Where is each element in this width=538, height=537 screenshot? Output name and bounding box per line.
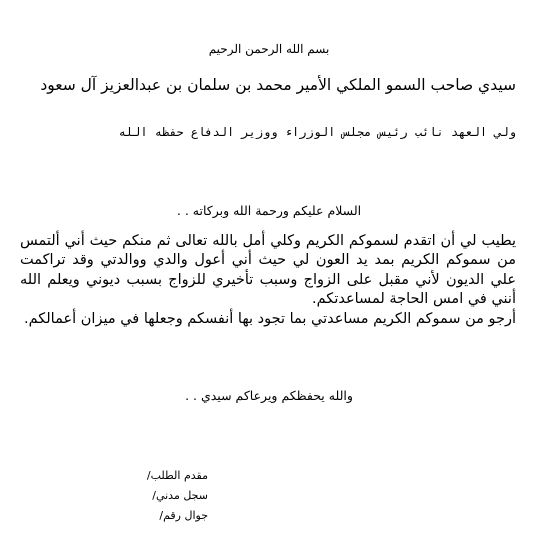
body-paragraph-request: يطيب لي أن اتقدم لسموكم الكريم وكلي أمل بالله تعالى ثم منكم حيث أني ألتمس من سموكم الكريم بمد يد العون لي حيث أني أعول والدي ووالدتي وقد تراكمت علي الديون لأني مقبل على الزواج وسبب تأخيري للزواج بسبب ديوني ويعلم الله أنني في امس الحاجة لمساعدتكم. — [20, 233, 516, 308]
applicant-label: مقدم الطلب/ — [146, 469, 208, 482]
closing-line: والله يحفظكم ويرعاكم سيدي . . — [185, 388, 353, 403]
addressee-line: سيدي صاحب السمو الملكي الأمير محمد بن سلمان بن عبدالعزيز آل سعود — [40, 76, 516, 94]
signature-block — [88, 466, 208, 526]
letter-body — [20, 232, 516, 329]
greeting: السلام عليكم ورحمة الله وبركاته . . — [176, 203, 362, 218]
mobile-label: جوال رقم/ — [159, 509, 208, 522]
basmala: بسم الله الرحمن الرحيم — [208, 42, 330, 56]
civil-record-label: سجل مدني/ — [152, 489, 208, 502]
body-paragraph-plea: أرجو من سموكم الكريم مساعدتي بما تجود بها أنفسكم وجعلها في ميزان أعمالكم. — [24, 310, 516, 327]
addressee-title: ولي العهد نائب رئيس مجلس الوزراء ووزير الدفاع حفظه الله — [118, 125, 516, 139]
